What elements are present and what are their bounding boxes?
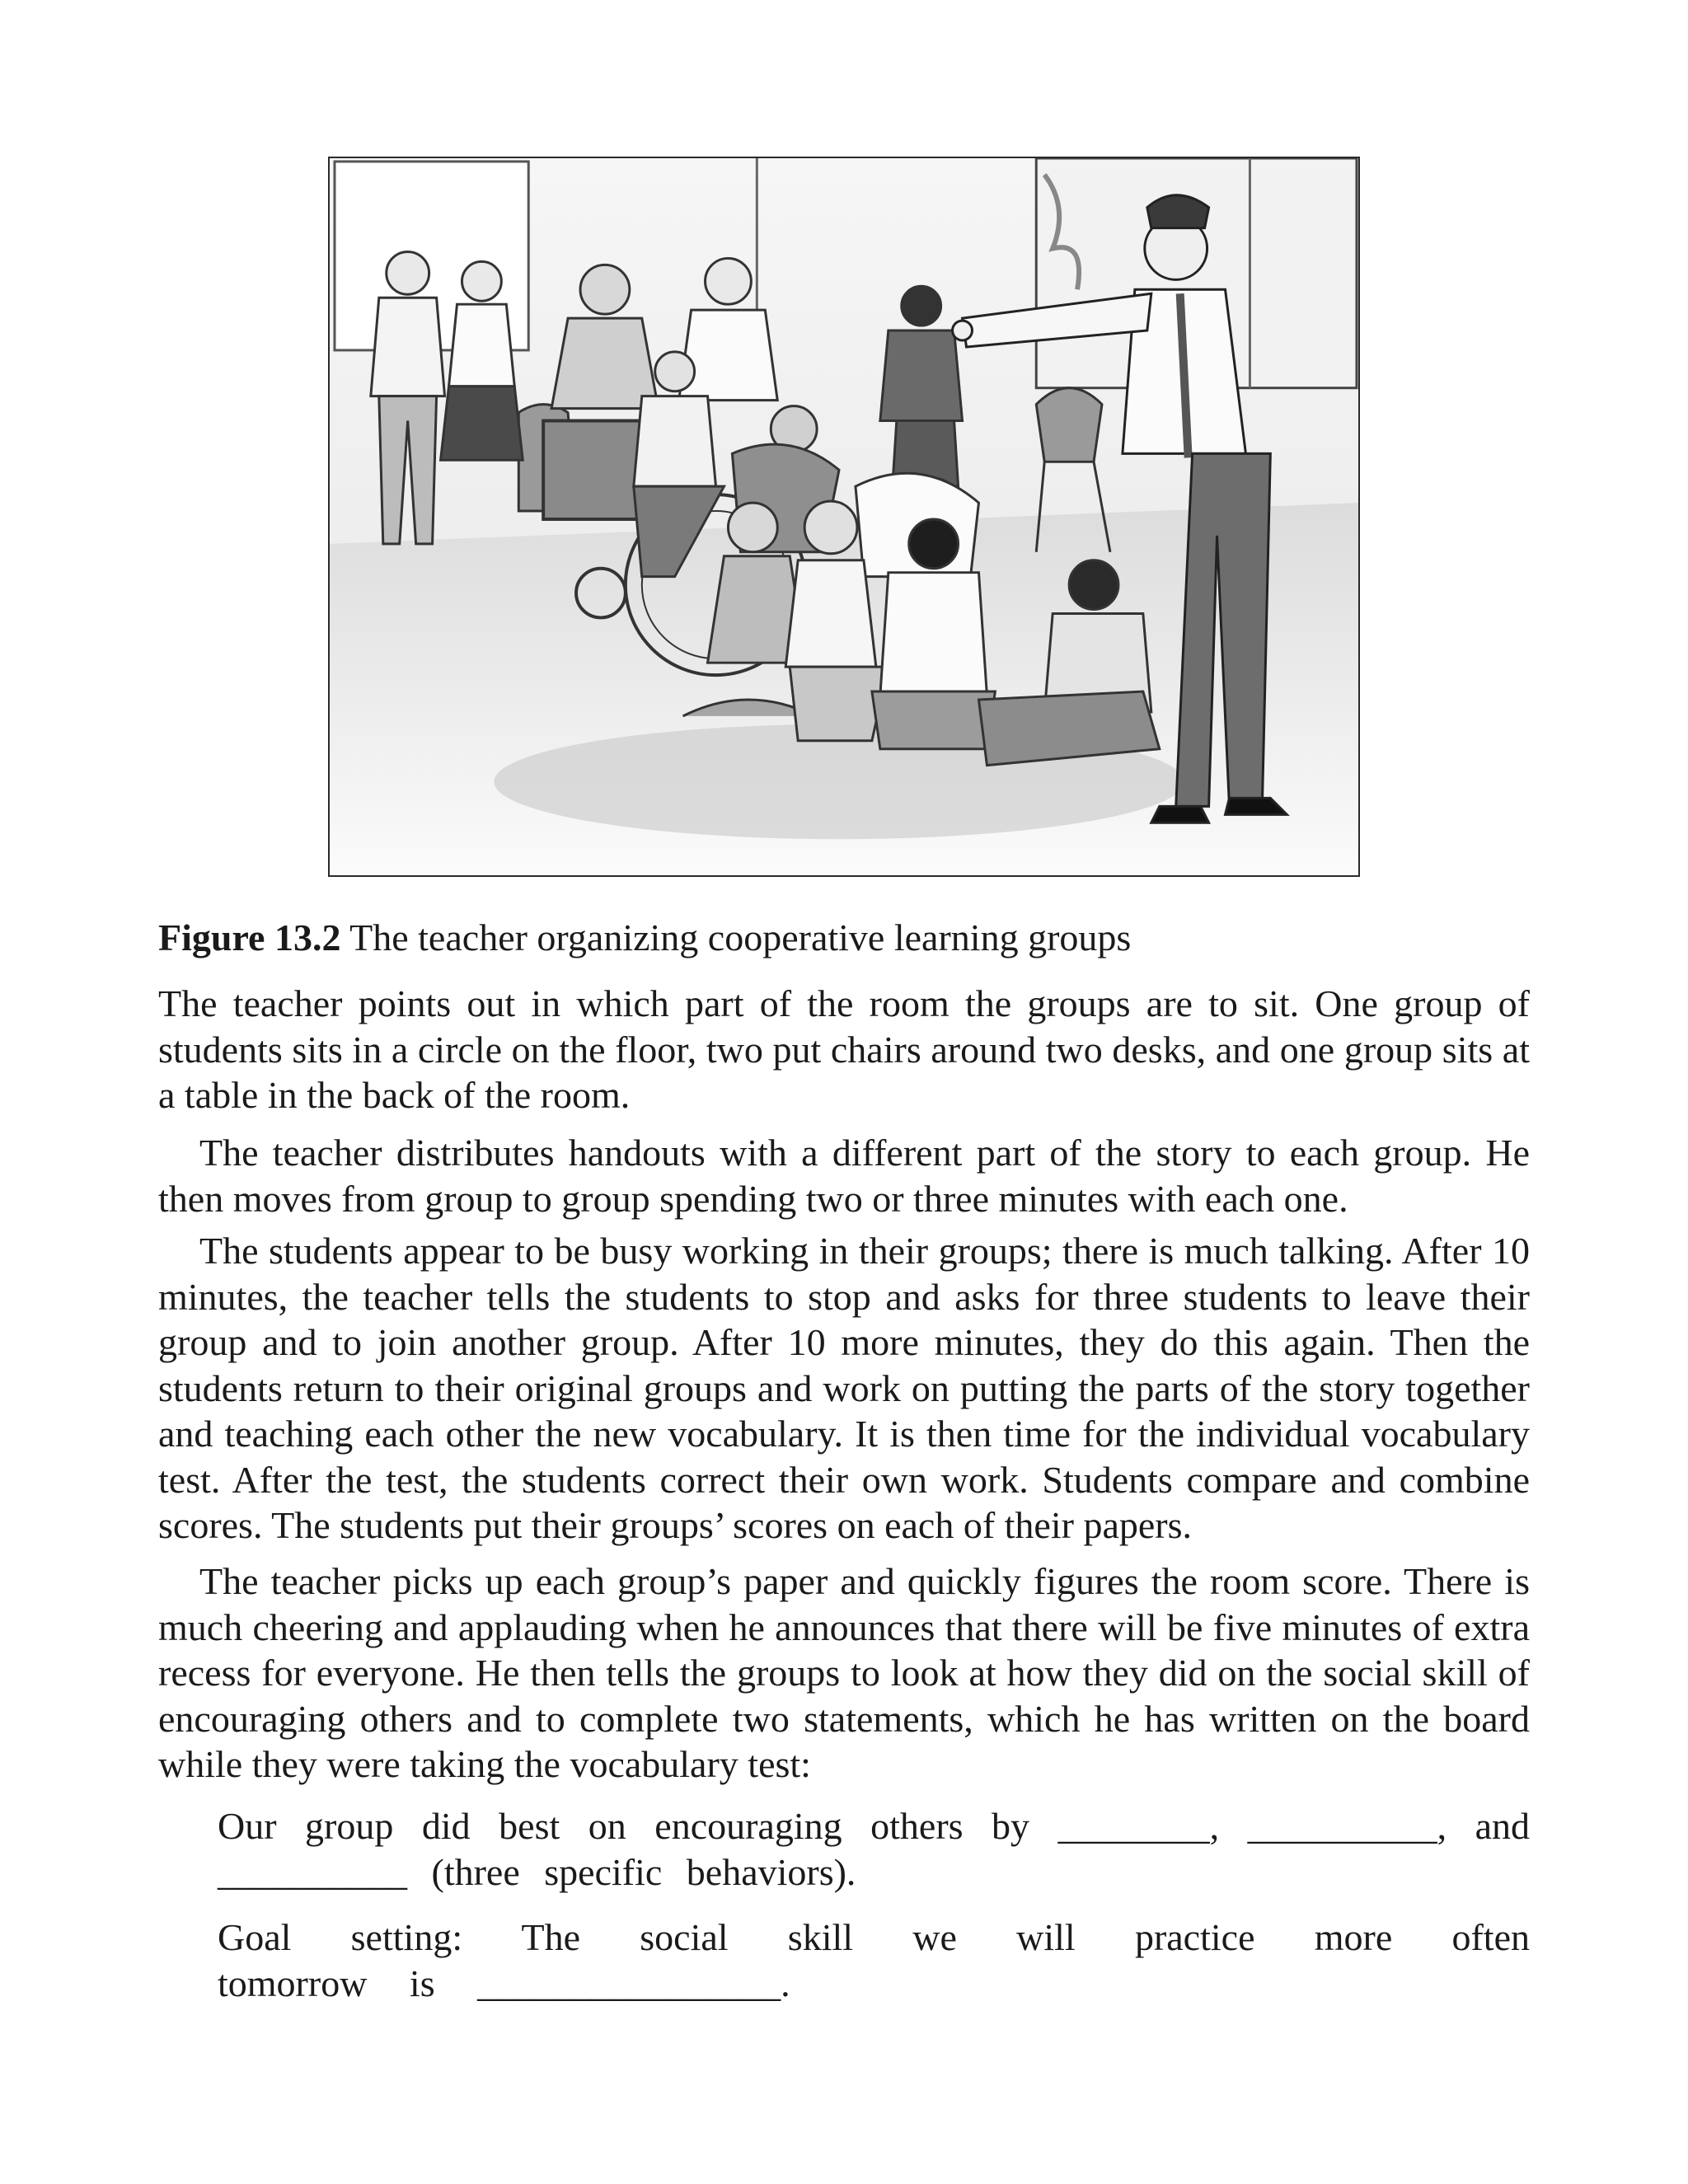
paragraph-3: The students appear to be busy working in their groups; there is much talking. After 10 minutes, the teacher tells the students to stop and asks for three students to leave their group and to join another group. After 10 more minutes, they do this again. Then the students return to their original groups and work on putting the parts of the story together and teaching each other the new vocabulary. It is then time for the individual vocabulary test. After the test, the students correct their own work. Students compare and combine scores. The students put their groups’ scores on each of their papers. [158, 1230, 1530, 1546]
statement-encouraging: Our group did best on encouraging others by ________, __________, and __________ (three specific behaviors). [218, 1805, 1530, 1893]
figure-caption-text: The teacher organizing cooperative learning groups [349, 916, 1132, 958]
paragraph-2: The teacher distributes handouts with a different part of the story to each group. He then moves from group to group spending two or three minutes with each one. [158, 1132, 1530, 1220]
paragraph-1: The teacher points out in which part of the room the groups are to sit. One group of students sits in a circle on the floor, two put chairs around two desks, and one group sits at a table in the back of the room. [158, 982, 1530, 1116]
classroom-scene [330, 158, 1358, 875]
classroom-illustration [328, 157, 1360, 877]
statement-goal-setting: Goal setting: The social skill we will practice more often tomorrow is ________________. [218, 1916, 1530, 2004]
paragraph-4: The teacher picks up each group’s paper and quickly figures the room score. There is much cheering and applauding when he announces that there will be five minutes of extra recess for everyone. He then tells the groups to look at how they did on the social skill of encouraging others and to complete two statements, which he has written on the board while they were taking the vocabulary test: [158, 1560, 1530, 1785]
figure-label: Figure 13.2 [158, 916, 341, 958]
figure-caption [158, 915, 1533, 961]
